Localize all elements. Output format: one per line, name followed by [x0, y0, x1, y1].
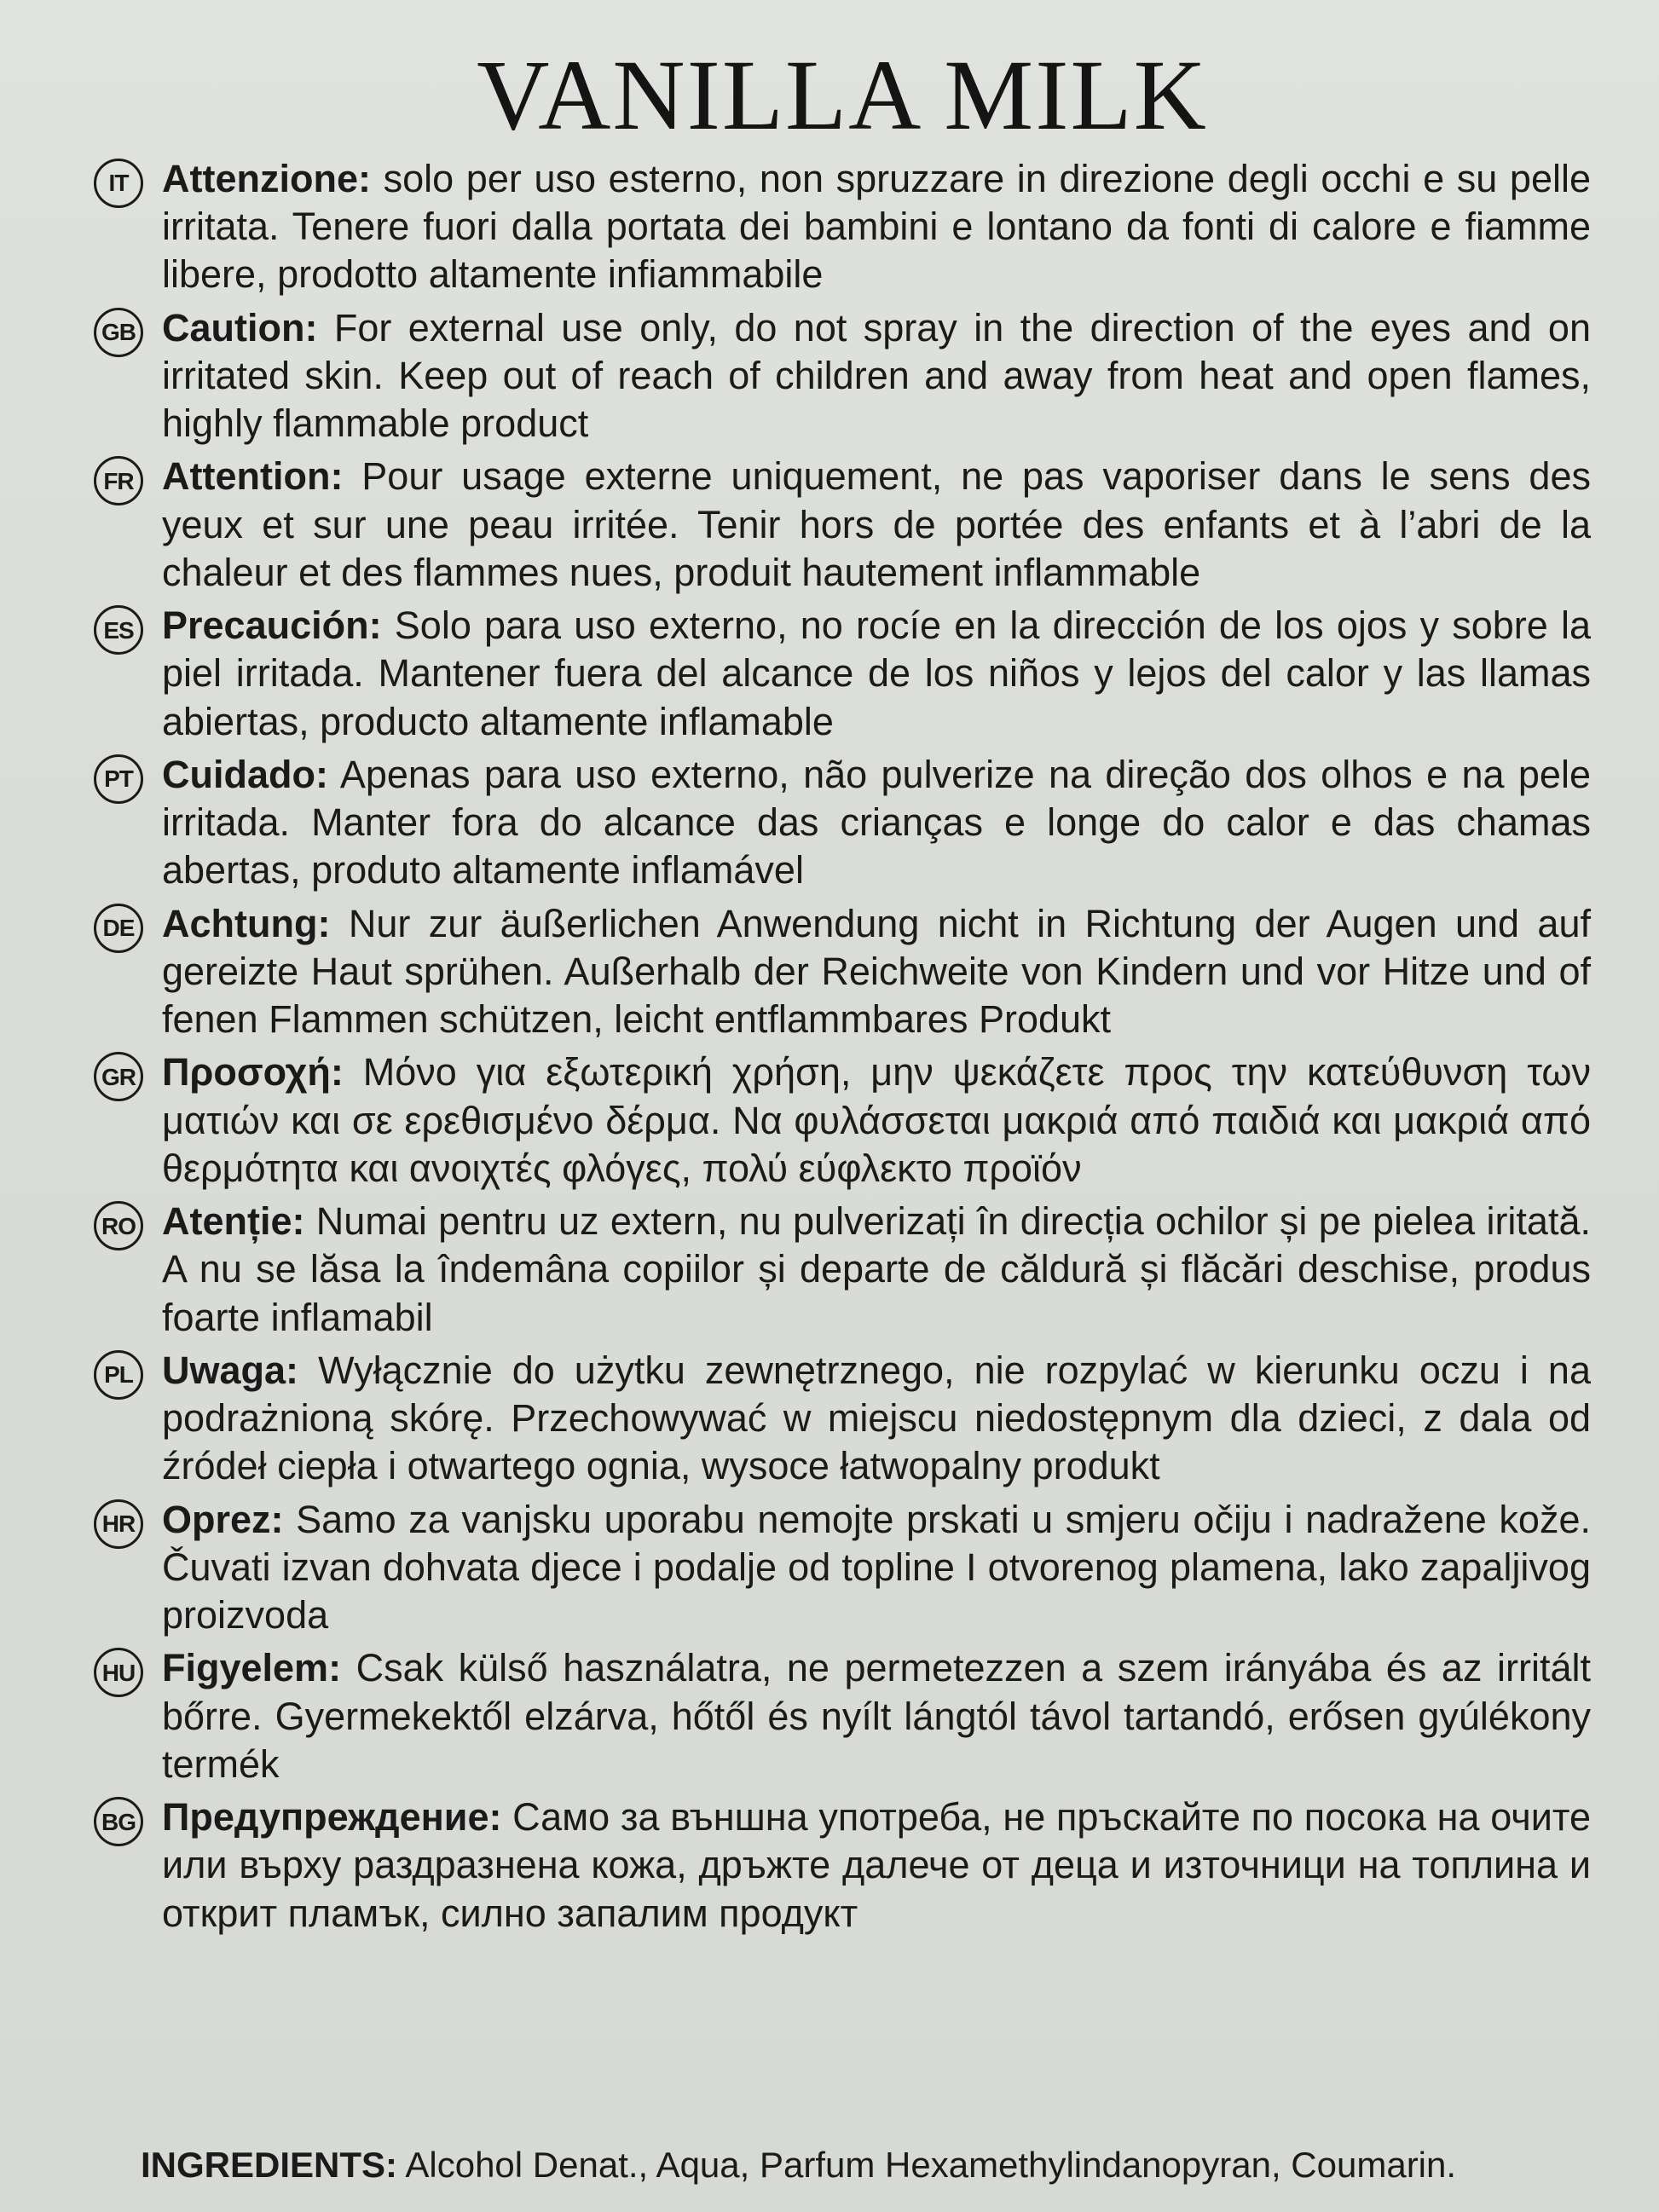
lang-badge-icon: PL	[94, 1350, 143, 1400]
warning-heading: Attenzione:	[162, 156, 371, 200]
warning-heading: Figyelem:	[162, 1646, 342, 1690]
warning-gr	[94, 1048, 1591, 1193]
lang-badge-icon: IT	[94, 159, 143, 208]
warning-heading: Atenție:	[162, 1199, 305, 1244]
warnings-list	[94, 155, 1591, 1938]
warning-de	[94, 900, 1591, 1044]
product-title: VANILLA MILK	[477, 39, 1208, 151]
warning-hu	[94, 1644, 1591, 1788]
warning-text: Wyłącznie do użytku zewnętrznego, nie rozpylać w kierunku oczu i na podrażnioną skórę. Przechowywać w miejscu niedostępnym dla dzieci, z dala od źródeł ciepła i otwartego ognia, wysoce łatwopalny produkt	[162, 1348, 1591, 1488]
warning-text: Pour usage externe uniquement, ne pas vaporiser dans le sens des yeux et sur une peau irritée. Tenir hors de portée des enfants et à l’abri de la chaleur et des flammes nues, produit hautement inflammable	[162, 454, 1591, 594]
lang-badge-icon: GR	[94, 1052, 143, 1101]
warning-text: Csak külső használatra, ne permetezzen a szem irányába és az irritált bőrre. Gyermekektől elzárva, hőtől és nyílt lángtól távol tartandó, erősen gyúlékony termék	[162, 1646, 1591, 1786]
warning-heading: Oprez:	[162, 1497, 284, 1541]
warning-heading: Attention:	[162, 454, 344, 499]
lang-badge-icon: DE	[94, 904, 143, 953]
warning-text: Само за външна употреба, не пръскайте по посока на очите или върху раздразнена кожа, дръжте далече от деца и източници на топлина и открит пламък, силно запалим продукт	[162, 1795, 1591, 1935]
warning-heading: Achtung:	[162, 901, 331, 945]
ingredients-heading: INGREDIENTS:	[141, 2145, 398, 2185]
lang-badge-icon: GB	[94, 308, 143, 357]
lang-badge-icon: RO	[94, 1201, 143, 1250]
lang-badge-icon: HU	[94, 1648, 143, 1697]
ingredients-text: Alcohol Denat., Aqua, Parfum Hexamethylindanopyran, Coumarin.	[405, 2145, 1457, 2185]
warning-gb	[94, 304, 1591, 448]
warning-pt	[94, 751, 1591, 895]
warning-heading: Предупреждение:	[162, 1795, 502, 1839]
lang-badge-icon: BG	[94, 1797, 143, 1846]
warning-heading: Caution:	[162, 305, 318, 349]
warning-it	[94, 155, 1591, 299]
lang-badge-icon: FR	[94, 456, 143, 505]
warning-bg	[94, 1793, 1591, 1938]
warning-text: For external use only, do not spray in the direction of the eyes and on irritated skin. Keep out of reach of children and away from heat and open flames, highly flammable product	[162, 305, 1591, 446]
warning-text: Numai pentru uz extern, nu pulverizați în direcția ochilor și pe pielea iritată. A nu se lăsa la îndemâna copiilor și departe de căldură și flăcări deschise, produs foarte inflamabil	[162, 1199, 1591, 1339]
warning-heading: Uwaga:	[162, 1348, 299, 1392]
warning-es	[94, 602, 1591, 746]
warning-text: Nur zur äußerlichen Anwendung nicht in Richtung der Augen und auf gereizte Haut sprühen. Außerhalb der Reichweite von Kindern und vor Hitze und of fenen Flammen schützen, leicht entflammbares Produkt	[162, 901, 1591, 1042]
ingredients-line	[141, 2144, 1591, 2186]
lang-badge-icon: ES	[94, 605, 143, 655]
warning-text: Samo za vanjsku uporabu nemojte prskati u smjeru očiju i nadražene kože. Čuvati izvan dohvata djece i podalje od topline I otvorenog plamena, lako zapaljivog proizvoda	[162, 1497, 1591, 1637]
warning-heading: Cuidado:	[162, 752, 328, 796]
warning-pl	[94, 1347, 1591, 1491]
warning-text: Μόνο για εξωτερική χρήση, μην ψεκάζετε προς την κατεύθυνση των ματιών και σε ερεθισμένο δέρμα. Να φυλάσσεται μακριά από παιδιά και μακριά από θερμότητα και ανοιχτές φλόγες, πολύ εύφλεκτο προϊόν	[162, 1050, 1591, 1190]
warning-fr	[94, 453, 1591, 597]
lang-badge-icon: PT	[94, 754, 143, 804]
warning-text: Solo para uso externo, no rocíe en la dirección de los ojos y sobre la piel irritada. Mantener fuera del alcance de los niños y lejos del calor y las llamas abiertas, producto altamente inflamable	[162, 604, 1591, 743]
warning-text: Apenas para uso externo, não pulverize na direção dos olhos e na pele irritada. Manter fora do alcance das crianças e longe do calor e das chamas abertas, produto altamente inflamável	[162, 752, 1591, 892]
warning-ro	[94, 1198, 1591, 1342]
lang-badge-icon: HR	[94, 1499, 143, 1549]
warning-heading: Precaución:	[162, 604, 382, 648]
warning-text: solo per uso esterno, non spruzzare in direzione degli occhi e su pelle irritata. Tenere fuori dalla portata dei bambini e lontano da fonti di calore e fiamme libere, prodotto altamente infiammabile	[162, 156, 1591, 297]
warning-hr	[94, 1496, 1591, 1640]
warning-heading: Προσοχή:	[162, 1050, 344, 1094]
